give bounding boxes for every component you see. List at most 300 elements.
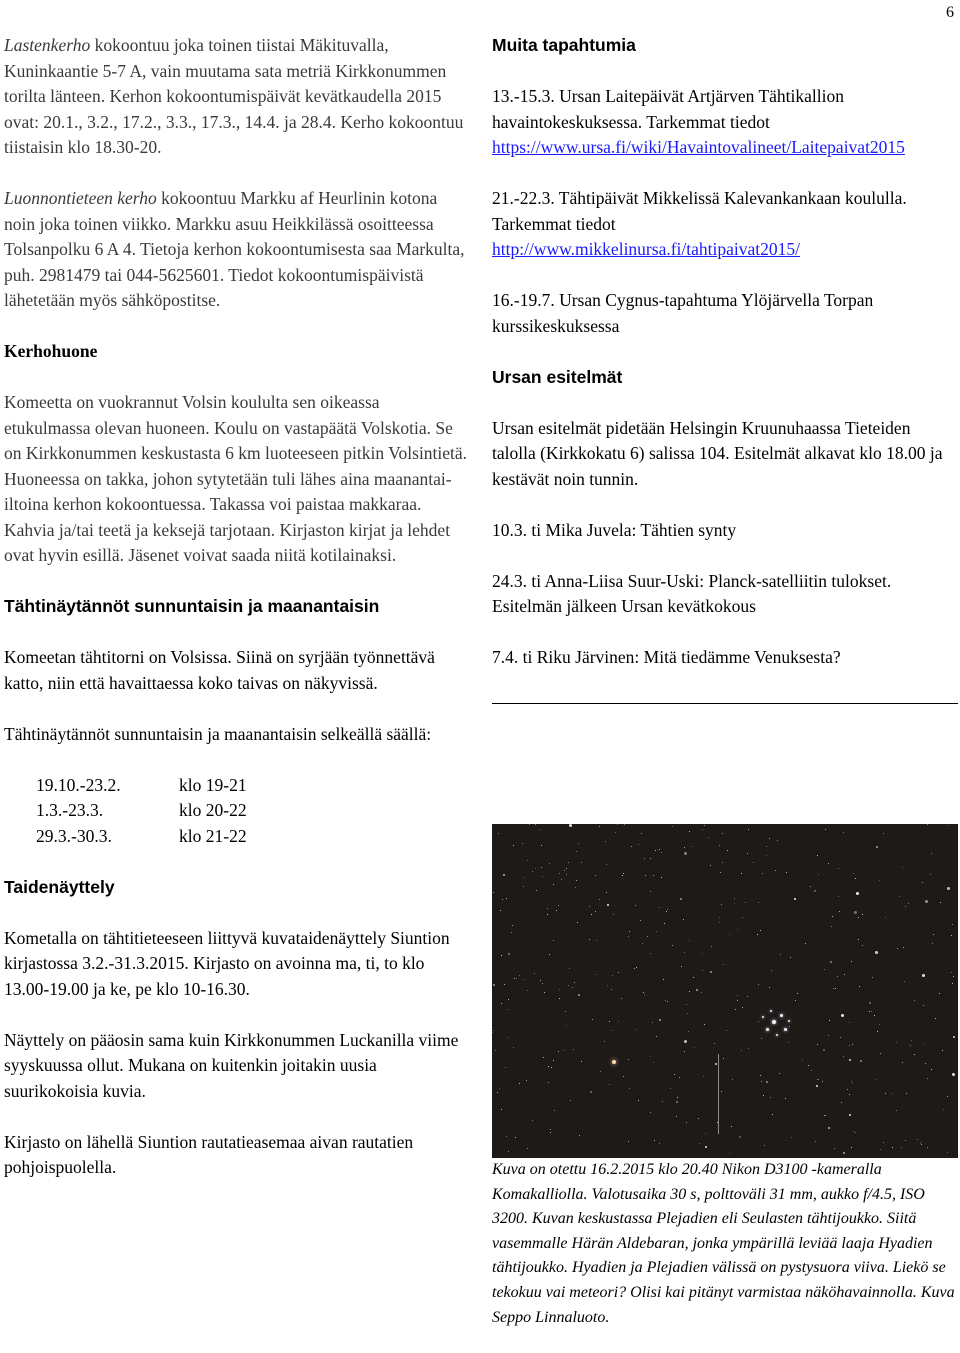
star	[723, 1058, 724, 1059]
star	[686, 1122, 687, 1123]
star	[855, 878, 856, 879]
star	[677, 1097, 678, 1098]
star	[687, 1013, 688, 1014]
star	[737, 995, 738, 996]
star	[814, 891, 815, 892]
star	[843, 832, 844, 833]
star	[834, 1148, 835, 1149]
star	[553, 884, 554, 885]
star	[779, 1073, 780, 1074]
star	[849, 1059, 851, 1061]
star	[822, 1081, 823, 1082]
talk-3: 7.4. ti Riku Järvinen: Mitä tiedämme Venuksesta?	[492, 647, 841, 667]
star	[722, 862, 723, 863]
star	[534, 973, 535, 974]
star	[828, 863, 829, 864]
star	[789, 1026, 790, 1027]
star	[573, 1049, 574, 1050]
star	[719, 917, 720, 918]
star	[532, 1120, 533, 1121]
star	[497, 1092, 498, 1093]
star	[561, 879, 562, 880]
star	[760, 930, 761, 931]
event-3: 16.-19.7. Ursan Cygnus-tapahtuma Ylöjärvella Torpan kurssikeskuksessa	[492, 290, 874, 336]
star	[629, 1088, 630, 1089]
star	[692, 846, 693, 847]
star	[592, 1019, 593, 1020]
star	[745, 902, 746, 903]
star	[914, 1054, 915, 1055]
star	[492, 1032, 493, 1033]
star	[851, 1081, 852, 1082]
star	[925, 900, 928, 903]
star	[508, 999, 509, 1000]
star	[775, 870, 776, 871]
star	[843, 1056, 844, 1057]
star	[607, 904, 609, 906]
star	[910, 1045, 911, 1046]
star	[640, 920, 641, 921]
star	[844, 974, 845, 975]
star	[892, 1093, 893, 1094]
event-1-link[interactable]: https://www.ursa.fi/wiki/Havaintovalineet/Laitepaivat2015	[492, 137, 905, 157]
star	[664, 923, 665, 924]
star	[726, 1030, 727, 1031]
taidenayttely-text-1: Kometalla on tähtitieteeseen liittyvä kuvataidenäyttely Siuntion kirjastossa 3.2.-31.3.2015. Kirjasto on avoinna ma, ti, to klo 13.00-19.00 ja ke, pe klo 10-16.30.	[4, 927, 450, 999]
star	[599, 826, 600, 827]
star	[764, 1145, 765, 1146]
star	[830, 961, 832, 963]
star	[904, 981, 905, 982]
star	[883, 833, 884, 834]
star	[512, 925, 513, 926]
star	[694, 1047, 695, 1048]
star	[952, 983, 953, 984]
star	[493, 1030, 494, 1031]
schedule-time: klo 21-22	[179, 825, 247, 846]
schedule-row	[36, 798, 247, 824]
star	[856, 892, 859, 895]
star	[922, 974, 925, 977]
taidenayttely-text-2: Näyttely on pääosin sama kuin Kirkkonummen Luckanilla viime syyskuussa ollut. Mukana on kuitenkin joitakin uusia suurikokoisia kuvia.	[4, 1029, 459, 1101]
star	[559, 873, 560, 874]
star	[835, 988, 836, 989]
star	[508, 1151, 509, 1152]
star	[879, 880, 880, 881]
star	[595, 911, 596, 912]
star	[652, 1022, 653, 1023]
star	[808, 1065, 809, 1066]
star	[516, 978, 517, 979]
star	[721, 1091, 722, 1092]
star	[859, 986, 860, 987]
star	[828, 1035, 829, 1036]
star	[684, 852, 687, 855]
star	[506, 898, 507, 899]
luonnontieteen-paragraph	[4, 186, 470, 314]
star	[689, 831, 690, 832]
star	[766, 1081, 768, 1083]
star	[500, 910, 501, 911]
star	[875, 951, 878, 954]
star	[676, 1101, 678, 1103]
star	[628, 1141, 629, 1142]
star	[535, 824, 536, 825]
star	[565, 1011, 566, 1012]
star	[686, 1004, 687, 1005]
star	[852, 1044, 853, 1045]
star	[549, 863, 550, 864]
star	[715, 1063, 717, 1065]
star	[667, 1001, 668, 1002]
star	[548, 1082, 549, 1083]
star	[855, 1132, 856, 1133]
star	[824, 969, 825, 970]
star	[684, 952, 685, 953]
taidenayttely-text-3: Kirjasto on lähellä Siuntion rautatieasemaa aivan rautatien pohjoispuolella.	[4, 1131, 414, 1177]
star	[581, 862, 582, 863]
lastenkerho-text: kokoontuu joka toinen tiistai Mäkituvalla, Kuninkaantie 5-7 A, vain muutama sata metriä Kirkkonummen torilta länteen. Kerhon kokoontumispäivät kevätkaudella 2015 ovat: 20.1., 3.2., 17.2., 3.3., 17.3., 14.4. ja 28.4. Kerho kokoontuu tiistaisin klo 18.30-20.	[4, 35, 464, 157]
star	[553, 1060, 554, 1061]
star	[672, 826, 673, 827]
star	[681, 966, 682, 967]
star	[849, 1094, 850, 1095]
star	[953, 1036, 955, 1038]
star	[777, 840, 778, 841]
left-column	[4, 33, 470, 1206]
star	[905, 1140, 906, 1141]
star	[541, 845, 542, 846]
tahtinaytannot-text-1: Komeetan tähtitorni on Volsissa. Siinä on syrjään työnnettävä katto, niin että havaittaessa koko taivas on näkyvissä.	[4, 647, 435, 693]
pleiades-star-photo	[492, 824, 958, 1158]
star	[493, 892, 494, 893]
star	[931, 1069, 932, 1070]
star	[589, 939, 590, 940]
star	[942, 1050, 943, 1051]
star	[636, 1029, 637, 1030]
star	[947, 887, 950, 890]
star	[815, 1141, 816, 1142]
schedule-time: klo 19-21	[179, 774, 247, 795]
star	[612, 975, 613, 976]
star	[511, 932, 512, 933]
star	[921, 1144, 922, 1145]
star	[772, 1114, 773, 1115]
star	[569, 824, 572, 827]
star	[581, 1061, 582, 1062]
star	[737, 929, 738, 930]
star	[875, 1079, 876, 1080]
star	[714, 1043, 715, 1044]
star	[922, 882, 923, 883]
star	[527, 860, 528, 861]
star	[877, 1031, 878, 1032]
star	[818, 1079, 819, 1080]
star	[947, 1096, 948, 1097]
star	[805, 943, 806, 944]
star	[766, 855, 767, 856]
star	[742, 917, 743, 918]
star	[519, 975, 520, 976]
star	[825, 1115, 826, 1116]
talk-1: 10.3. ti Mika Juvela: Tähtien synty	[492, 519, 737, 540]
star	[611, 989, 612, 990]
star	[785, 1098, 786, 1099]
star	[659, 1019, 661, 1021]
star	[674, 1074, 675, 1075]
star	[853, 873, 854, 874]
star	[579, 1135, 580, 1136]
star	[547, 908, 548, 909]
star	[739, 1136, 741, 1138]
star	[721, 904, 722, 905]
star	[704, 825, 705, 826]
star	[905, 906, 906, 907]
star	[662, 1101, 663, 1102]
star	[615, 832, 616, 833]
star	[524, 877, 525, 878]
star	[540, 980, 541, 981]
star	[710, 865, 711, 866]
star	[883, 1142, 884, 1143]
star	[574, 982, 575, 983]
star	[935, 1018, 936, 1019]
luonnontieteen-lead: Luonnontieteen kerho	[4, 188, 157, 208]
star	[550, 1129, 551, 1130]
star	[953, 976, 954, 977]
star	[606, 864, 607, 865]
star	[643, 992, 644, 993]
star	[720, 872, 721, 873]
star	[638, 844, 639, 845]
star	[667, 909, 668, 910]
star	[650, 1112, 651, 1113]
star	[659, 849, 660, 850]
star	[595, 875, 596, 876]
star	[683, 919, 684, 920]
star	[879, 1024, 880, 1025]
star	[829, 1020, 830, 1021]
star	[818, 874, 819, 875]
star	[527, 990, 528, 991]
star	[559, 998, 560, 999]
star	[613, 914, 614, 915]
star	[624, 824, 625, 825]
event-2-text: 21.-22.3. Tähtipäivät Mikkelissä Kalevankankaan koululla. Tarkemmat tiedot	[492, 188, 907, 234]
star	[748, 829, 749, 830]
star	[903, 947, 904, 948]
muita-heading: Muita tapahtumia	[492, 35, 636, 55]
schedule-table	[36, 773, 247, 850]
star	[943, 1109, 944, 1110]
star	[650, 1056, 651, 1057]
star	[737, 1000, 738, 1001]
star	[939, 993, 940, 994]
star	[933, 934, 934, 935]
star	[727, 850, 728, 851]
star	[897, 948, 898, 949]
star	[591, 914, 592, 915]
star	[506, 1136, 507, 1137]
star	[679, 1077, 680, 1078]
photo-caption: Kuva on otettu 16.2.2015 klo 20.40 Nikon D3100 -kameralla Komakalliolla. Valotusaika 30 s, polttoväli 31 mm, aukko f/4.5, ISO 3200. Kuvan keskustassa Plejadien eli Seulasten tähtijoukko. Siitä vasemmalle Härän Aldebaran, jonka ympärillä leviää laaja Hyadien tähtijoukko. Hyadien ja Plejadien välissä on pystysuora viiva. Liekö se tekokuu vai meteori? Olisi kai pitänyt varmistaa näköhavainnolla. Kuva Seppo Linnaluoto.	[492, 1161, 955, 1326]
star	[748, 1048, 749, 1049]
star	[880, 1053, 881, 1054]
star	[758, 1021, 759, 1022]
star	[917, 1139, 918, 1140]
star	[747, 996, 748, 997]
star	[871, 1011, 872, 1012]
star	[508, 953, 510, 955]
pleiades-star	[788, 1020, 790, 1022]
star	[549, 954, 550, 955]
star	[522, 843, 523, 844]
star	[828, 1127, 830, 1129]
star	[541, 867, 542, 868]
schedule-dates: 1.3.-23.3.	[36, 800, 104, 820]
taidenayttely-heading: Taidenäyttely	[4, 876, 115, 897]
satellite-streak	[718, 1054, 719, 1134]
star	[600, 1071, 601, 1072]
star	[666, 911, 667, 912]
star	[761, 1038, 762, 1039]
star	[701, 992, 702, 993]
star	[596, 974, 597, 975]
star	[566, 1025, 567, 1026]
star	[710, 971, 712, 973]
star	[869, 1002, 871, 1004]
star	[663, 979, 664, 980]
star	[771, 970, 772, 971]
star	[611, 1030, 612, 1031]
star	[495, 1050, 496, 1051]
star	[817, 1079, 818, 1080]
star	[645, 875, 646, 876]
esitelmat-heading: Ursan esitelmät	[492, 366, 623, 387]
star	[951, 935, 952, 936]
star	[684, 847, 685, 848]
tahtinaytannot-heading: Tähtinäytännöt sunnuntaisin ja maanantaisin	[4, 596, 380, 616]
star	[665, 1000, 666, 1001]
star	[680, 898, 682, 900]
pleiades-star	[772, 1020, 776, 1024]
star	[849, 1114, 851, 1116]
star	[644, 994, 645, 995]
tahtinaytannot-text-2: Tähtinäytännöt sunnuntaisin ja maanantaisin selkeällä säällä:	[4, 723, 432, 744]
star	[527, 1148, 528, 1149]
aldebaran-star	[612, 1060, 616, 1064]
star	[569, 968, 570, 969]
star	[838, 896, 839, 897]
star	[742, 1007, 743, 1008]
star	[623, 873, 624, 874]
star	[858, 939, 859, 940]
star	[684, 1040, 687, 1043]
star	[731, 1126, 732, 1127]
esitelmat-intro: Ursan esitelmät pidetään Helsingin Kruunuhaassa Tieteiden talolla (Kirkkokatu 6) salissa 104. Esitelmät alkavat klo 18.00 ja kestävät noin tunnin.	[492, 417, 943, 489]
star	[693, 977, 694, 978]
lastenkerho-paragraph	[4, 33, 470, 161]
star	[852, 1083, 853, 1084]
star	[705, 1133, 706, 1134]
star	[501, 1109, 502, 1110]
event-2-link[interactable]: http://www.mikkelinursa.fi/tahtipaivat2015/	[492, 239, 800, 259]
star	[780, 954, 781, 955]
star	[931, 853, 932, 854]
star	[797, 993, 798, 994]
star	[629, 931, 630, 932]
kerhohuone-heading: Kerhohuone	[4, 341, 98, 361]
star	[514, 978, 515, 979]
section-divider	[492, 703, 958, 704]
star	[769, 987, 770, 988]
star	[604, 1041, 605, 1042]
star	[843, 1152, 845, 1154]
star	[841, 1102, 842, 1103]
star	[925, 1063, 926, 1064]
star	[927, 1147, 928, 1148]
pleiades-star	[770, 1010, 772, 1012]
star	[741, 1050, 742, 1051]
star	[885, 917, 886, 918]
star	[832, 916, 833, 917]
star	[802, 1059, 803, 1060]
star	[631, 846, 632, 847]
star	[493, 984, 495, 986]
star	[833, 988, 834, 989]
star	[732, 1079, 733, 1080]
star	[684, 1051, 685, 1052]
star	[556, 910, 557, 911]
star	[698, 1118, 699, 1119]
star	[513, 1047, 514, 1048]
star	[719, 922, 720, 923]
star	[896, 1110, 897, 1111]
star	[708, 837, 709, 838]
pleiades-star	[780, 1014, 783, 1017]
star	[642, 943, 643, 944]
star	[874, 1015, 875, 1016]
star	[655, 850, 656, 851]
star	[711, 946, 712, 947]
star	[872, 977, 873, 978]
star	[815, 890, 816, 891]
star	[908, 903, 909, 904]
star	[831, 926, 832, 927]
event-2	[492, 186, 958, 263]
star	[795, 1000, 796, 1001]
star	[747, 853, 748, 854]
star	[869, 1011, 870, 1012]
star	[515, 1137, 516, 1138]
star	[676, 1116, 677, 1117]
luonnontieteen-text: kokoontuu Markku af Heurlinin kotona noin joka toinen viikko. Markku asuu Heikkilässä osoitteessa Tolsanpolku 6 A 4. Tietoja kerhon kokoontumisesta saa Markulta, puh. 2981479 tai 044-5625601. Tiedot kokoontumispäivistä lähetetään myös sähköpostitse.	[4, 188, 465, 310]
star	[501, 955, 502, 956]
star	[741, 873, 742, 874]
star	[529, 824, 530, 825]
star	[641, 833, 642, 834]
star	[719, 845, 720, 846]
star	[851, 961, 852, 962]
star	[542, 983, 543, 984]
star	[653, 1062, 654, 1063]
star	[696, 989, 698, 991]
star	[932, 943, 933, 944]
star	[951, 972, 952, 973]
star	[609, 1084, 610, 1085]
star	[505, 1067, 506, 1068]
star	[628, 1059, 629, 1060]
